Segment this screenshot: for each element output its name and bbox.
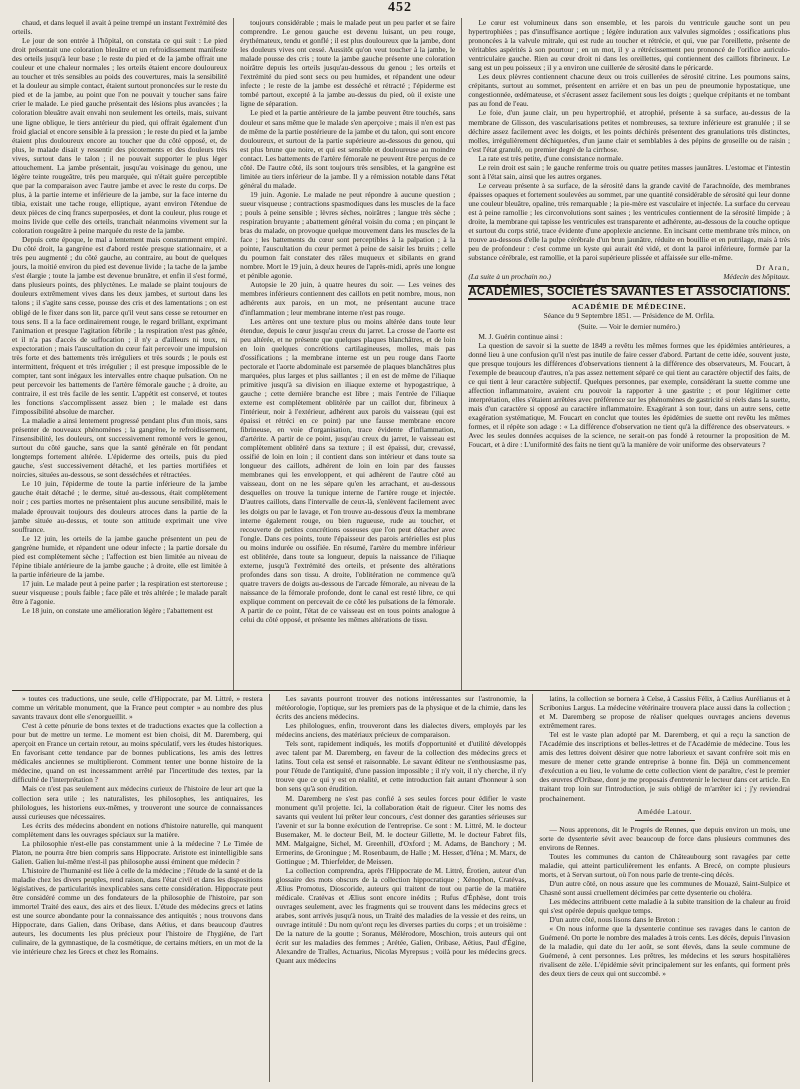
article-paragraph: La rate est très petite, d'une consistance normale. bbox=[478, 153, 624, 163]
author-name: Dr Aran, bbox=[756, 263, 791, 273]
article-paragraph: Les écrits des médecins abondent en notions d'histoire naturelle, qui manquent complètement dans les ouvrages spéciaux sur la matière. bbox=[12, 820, 263, 839]
article-paragraph: Le foie, d'un jaune clair, un peu hypertrophié, et atrophié, présente à sa surface, au-dessus de la membrane de Glisson, des vascularisations petites et nombreuses, sa texture inférieure est granulée ; il se déchire assez facilement avec les doigts, et les points déchirés présentent des granulations très distinctes, molles, irrégulièrement déchiquetées, d'un jaune clair et semblables à des pépins de groseille ou de raisin ; c'est l'état granulé, ou premier degré de la cirrhose. bbox=[468, 108, 791, 154]
continuation-line bbox=[468, 272, 790, 281]
speaker-line: M. J. Guérin continue ainsi : bbox=[478, 331, 563, 341]
article-paragraph: Le pied et la partie antérieure de la jambe peuvent être touchés, sans douleur et sans même que le malade s'en aperçoive ; mais il n'en est pas de même de la partie postérieure de la jambe et du talon, qui sont encore douloureux, et surtout de la partie supérieure au-dessous du genou, qui est plus brune que noire, et qui est sensible et douloureuse au moindre contact. Les battements de l'artère fémorale ne peuvent être perçus de ce côté. De l'autre côté, ils sont toujours très sensibles, et la gangrène est limitée au tiers inférieur de la jambe. Il y a rémission notable dans l'état général du malade. bbox=[240, 108, 456, 190]
upper-article-area bbox=[12, 18, 790, 690]
article-paragraph: Depuis cette époque, le mal a lentement mais constamment empiré. Du côté droit, la gangrène est d'abord restée presque stationnaire, et a très peu augmenté ; du côté gauche, au contraire, au bout de quelques jours, la moitié environ du pied est devenue livide ; la tache de la jambe s'est élargie ; toute la jambe est devenue brunâtre, et enfin il s'est formé, dans plusieurs points, des phlyctènes. Le malade se plaint toujours de douleurs extrêmement vives dans les deux jambes, et surtout dans les talons ; il s'agite sans cesse, pousse des cris et des lamentations ; on est obligé de le fixer dans son lit, parce qu'il veut sans cesse se retourner en tous sens. Il a la face ordinairement rouge, le regard brillant, exprimant l'animation et presque l'agitation fébrile ; la respiration n'est pas gênée, et il n'a pas d'accès de suffocation ; il n'y a d'ailleurs ni toux, ni expectoration ; mais l'auscultation du cœur fait percevoir une impulsion très forte et des battements très irréguliers et très sourds ; le pouls est intermittent, fréquent et très irrégulier ; il est presque impossible de le compter, tant sont inégaux les intervalles entre chaque pulsation. On ne peut percevoir les battements de l'artère fémorale gauche ; à droite, au contraire, il est très facile de les sentir. L'appétit est conservé, et toutes les fonctions s'accomplissent assez bien ; le malade est dans l'impossibilité absolue de marcher. bbox=[12, 235, 228, 417]
article-paragraph: Autopsie le 20 juin, à quatre heures du soir. — Les veines des membres inférieurs contiennent des caillots en petit nombre, mous, non adhérents aux parois, en un mot, ne présentant aucune trace d'inflammation ; leur membrane interne n'est pas rouge. bbox=[240, 280, 456, 317]
article-paragraph: C'est à cette pénurie de bons textes et de traductions exactes que la collection a pour but de mettre un terme. Le moment est bien choisi, dit M. Daremberg, qui aperçoit en France un certain retour, au moins spéculatif, vers les études historiques. En favorisant cette tendance par de bonnes publications, les amis des lettres médicales anciennes se multiplieront. Comment tenter une bonne histoire de la médecine, quand on est incessamment arrêté par l'incertitude des textes, par la difficulté de l'interprétation ? bbox=[12, 721, 263, 785]
article-paragraph: Le cerveau présente à sa surface, de la sérosité dans la grande cavité de l'arachnoïde, des membranes épaisses opaques et fortement soulevées au sommet, par une quantité considérable de sérosité qui leur donne une couleur bleuâtre, opaline, très remarquable ; la pie-mère est vasculaire et injectée. La surface du cerveau est à peine ramollie ; les circonvolutions sont saines ; les ventricules contiennent de la sérosité limpide ; à droite, la membrane qui tapisse les ventricules est transparente et adhérente, au-dessous de la couche optique et surtout du corps strié, trace évidente d'une apoplexie ancienne. En incisant cette membrane très mince, on trouve au-dessous d'elle la pulpe cérébrale d'un brun jaunâtre, réduite en bouillie et en putrilage, mais à très peu de profondeur : c'est comme un kyste qui aurait été vidé, et dont la paroi inférieure, formée par la substance cérébrale, est ramollie, et la paroi supérieure plissée et affaissée sur elle-même. bbox=[468, 180, 791, 263]
news-paragraph: « On nous informe que la dysenterie continue ses ravages dans le canton de Guémené. On porte le nombre des malades à trois cents. Les décès, depuis l'invasion de la maladie, qui date du 1er août, se sont élevés, dans la seule commune de Guémené, à cent personnes. Les prêtres, les médecins et les sœurs hospitalières rivalisent de zèle. L'épidémie sévit principalement sur les enfants, qui forment près des deux tiers de ceux qui ont succombé. » bbox=[539, 924, 791, 979]
article-paragraph: Les artères ont une texture plus ou moins altérée dans toute leur étendue, depuis le cœur jusqu'au creux du jarret. La crosse de l'aorte est peu altérée, et ne présente que quelques plaques blanchâtres, et de loin en loin quelques concrétions cartilagineuses, molles, mais pas d'ossifications ; la membrane interne est un peu rouge dans l'aorte pectorale et l'aorte abdominale est parsemée de plaques blanchâtres plus marquées, plus larges et plus saillantes ; il en est de même de l'iliaque primitive jusqu'à sa division en iliaque externe et hypogastrique, à gauche ; cette dernière branche est libre ; mais l'entrée de l'iliaque externe est complètement oblitérée par un caillot dur, fibrineux à l'intérieur, noir à l'extérieur, adhérent aux parois du vaisseau (qui est épaissi et rétréci en ce point) par une fausse membrane encore fibrineuse, en voie d'organisation, trace évidente d'inflammation, d'artérite. A partir de ce point, jusqu'au creux du jarret, le vaisseau est complètement oblitéré dans sa texture ; il est épaissi, dur, crevassé, ossifié de loin en loin ; il contient dans son intérieur et dans toute sa longueur des caillots, adhérent de loin en loin par des fausses membranes qui les enveloppent, et qui adhèrent de l'autre côté au vaisseau, dont on ne les sépare qu'en les arrachant, et au-dessous desquelles on trouve la tunique interne de l'artère rouge et injectée. D'autres caillots, dans l'intervalle de ceux-là, s'enlèvent facilement avec les doigts ou par le lavage, et l'on trouve au-dessous d'eux la membrane interne également rouge, ou bien rugueuse, rude au toucher, et recouverte de petites concrétions osseuses que l'on peut détacher avec l'ongle. Dans ces points, toute l'épaisseur des parois artérielles est plus ou moins indurée ou ossifiée. En résumé, l'artère du membre inférieur est oblitérée, dans toute sa longueur, depuis la naissance de l'iliaque externe, jusqu'à l'extrémité des orteils, et présente des altérations profondes dans son tissu. A droite, l'oblitération ne commence qu'à quatre travers de doigts au-dessous de l'arcade fémorale, au niveau de la naissance de la fémorale profonde, dont le canal est resté libre, ce qui explique comment on percevait de ce côté les pulsations de la fémorale. A partir de ce point, l'état de ce vaisseau est en tous points analogue à celui du côté opposé, et présente les mêmes altérations de tissu. bbox=[240, 316, 456, 625]
news-paragraph: Toutes les communes du canton de Châteaubourg sont ravagées par cette maladie, qui atteint particulièrement les enfants. A Brecé, on compte plusieurs morts, et à Servan surtout, où l'on nous parle de trente-cinq décès. bbox=[539, 851, 791, 879]
article-paragraph: Mais ce n'est pas seulement aux médecins curieux de l'histoire de leur art que la collection sera utile ; les naturalistes, les philosophes, les antiquaires, les philologues, les historiens eux-mêmes, y trouveront une source de connaissances aussi curieuses que nécessaires. bbox=[12, 784, 263, 821]
news-paragraph: D'un autre côté, on nous assure que les communes de Mouazé, Saint-Sulpice et Chasné sont aussi cruellement décimées par cette dysenterie ou choléra. bbox=[539, 878, 791, 897]
feuilleton-column-2 bbox=[269, 694, 527, 1082]
continuation-note: (La suite à un prochain no.) bbox=[468, 272, 551, 282]
article-paragraph: Le 12 juin, les orteils de la jambe gauche présentent un peu de gangrène humide, et répandent une odeur infecte ; la partie dorsale du pied est complètement sèche ; l'affection est bien limitée au niveau de l'épine tibiale antérieure de la jambe gauche ; à droite, elle est limitée à la partie inférieure de la jambe. bbox=[12, 533, 228, 579]
article-paragraph: M. Daremberg ne s'est pas confié à ses seules forces pour édifier le vaste monument qu'il projette. Ici, la collaboration était de rigueur. Citer les noms des savants qui veulent lui prêter leur concours, c'est donner des garanties sérieuses sur l'avenir et sur la bonne exécution de l'entreprise. Ce sont : M. Littré, M. le docteur Busemaker, M. le docteur Beil, M. le docteur Gillette, M. le docteur Fabret fils, MM. Malgaigne, Sichel, M. Greenhill, d'Oxford ; M. Adams, de Banchory ; M. Ermerins, de Groningue ; M. Rosenbaum, de Halle ; M. Hesser, d'Iéna ; M. Marx, de Gottingue ; M. Thierfelder, de Meissen. bbox=[275, 793, 527, 866]
feuilleton-column-3-body bbox=[539, 694, 790, 803]
article-column-3-body bbox=[468, 18, 790, 262]
section-divider bbox=[12, 690, 790, 691]
feuilleton-area bbox=[12, 694, 790, 1082]
article-paragraph: Le cœur est volumineux dans son ensemble, et les parois du ventricule gauche sont un peu hypertrophiées ; pas d'insuffisance aortique ; légère induration aux valvules sigmoïdes ; ossifications plus prononcées à la valvule mitrale, qui est rude au toucher et rétrécie, et qui, vue par l'oreillette, présente de véritables aspérités à son pourtour ; en un mot, il y a rétrécissement peu prononcé de l'orifice auriculo-ventriculaire gauche. Rien au cœur droit ni dans les oreillettes, qui contiennent des caillots fibrineux. Le sang est un peu poisseux ; il y a environ une cuillerée de sérosité dans le péricarde. bbox=[468, 18, 791, 73]
article-paragraph: chaud, et dans lequel il avait à peine trempé un instant l'extrémité des orteils. bbox=[12, 18, 228, 37]
page-number: 452 bbox=[388, 0, 412, 15]
article-paragraph: Le 10 juin, l'épiderme de toute la partie inférieure de la jambe gauche était détaché ; le derme, situé au-dessous, était complètement noir ; ces parties mortes ne présentaient plus aucune sensibilité, mais le malade éprouvait toujours des douleurs atroces dans la partie de la jambe située au-dessus, et toute son attitude exprimait une vive souffrance. bbox=[12, 479, 228, 534]
article-paragraph: La maladie a ainsi lentement progressé pendant plus d'un mois, sans présenter de nouveaux phénomènes ; la gangrène, le refroidissement, l'insensibilité, les douleurs, ont successivement remonté vers le genou, surtout du côté gauche, sans que la santé générale en fût pendant longtemps fortement altérée. L'épiderme des orteils, puis du pied gauche, s'est successivement détaché, et les parties mortifiées et noircies, situées au-dessous, se sont desséchées et rétractées. bbox=[12, 416, 228, 480]
article-paragraph: Le 18 juin, on constate une amélioration légère ; l'abattement est bbox=[22, 606, 213, 616]
article-paragraph: Tel est le vaste plan adopté par M. Daremberg, et qui a reçu la sanction de l'Académie des inscriptions et belles-lettres et de l'Académie de médecine. Tous les amis des lettres doivent désirer que notre laborieux et savant confrère soit mis en mesure de mener cette grande entreprise à bonne fin. Déjà un commencement d'exécution a eu lieu, le volume de cette collection vient de paraître, c'est le premier des œuvres d'Oribase, dont je me proposais d'entretenir le lecteur dans cet article. En traitant trop loin sur l'introduction, je suis obligé de m'arrêter ici ; j'y reviendrai prochainement. bbox=[539, 730, 791, 803]
article-column-3 bbox=[461, 18, 790, 690]
author-signature bbox=[468, 263, 790, 272]
article-paragraph: Les savants pourront trouver des notions intéressantes sur l'astronomie, la météorologie, l'optique, sur les premiers pas de la physique et de la chimie, dans les écrits des anciens médecins. bbox=[275, 694, 527, 722]
article-paragraph: Les deux plèvres contiennent chacune deux ou trois cuillerées de sérosité citrine. Les poumons sains, crépitants, surtout au sommet, présentent en arrière et en bas un peu de pneumonie hypostatique, une congestionnée, œdémateuse, et s'écrasent assez facilement sous les doigts ; quelque crépitants et ne tombant pas au fond de l'eau. bbox=[468, 72, 791, 109]
author-title: Médecin des hôpitaux. bbox=[723, 272, 791, 282]
article-paragraph: L'histoire de l'humanité est liée à celle de la médecine ; l'étude de la santé et de la maladie chez les divers peuples, rend raison, dans l'état civil et dans les dispositions législatives, de particularités inexplicables sans cette considération. Hippocrate peut être considéré comme un des fondateurs de la philosophie de l'histoire, par son immortel Traité des eaux, des airs et des lieux. L'étude des médecins grecs et latins est une source abondante pour la connaissance des antiquités ; nous trouvons dans Hippocrate, dans Galien, dans Oribase, dans Aétius, et dans beaucoup d'autres auteurs, les documents les plus précieux pour l'histoire de l'hygiène, de l'art culinaire, de la gymnastique, de la cosmétique, de certains métiers, en un mot de la vie intérieure chez les Grecs et chez les Romains. bbox=[12, 865, 263, 957]
news-paragraph: — Nous apprenons, dit le Progrès de Rennes, que depuis environ un mois, une sorte de dysenterie sévit avec beaucoup de force dans plusieurs communes des environs de Rennes. bbox=[539, 824, 791, 852]
section-header: ACADÉMIES, SOCIÉTÉS SAVANTES ET ASSOCIATIONS. bbox=[468, 285, 790, 300]
article-paragraph: La collection comprendra, après l'Hippocrate de M. Littré, Érotien, auteur d'un glossaire des mots obscurs de la collection hippocratique ; Xénophon, Cratévas, Ælius Promotus, Dioscoride, auteurs qui traitent de tout ou partie de la matière médicale. Cratévas et Ælius sont encore inédits ; Rufus d'Éphèse, dont trois ouvrages seulement, avec les fragments qui se trouvent dans les médecins grecs et arabes, sont arrivés jusqu'à nous, un Traité des maladies de la vessie et des reins, un ouvrage intitulé : Du nom qu'ont reçu les diverses parties du corps ; et un troisième : De la nature de la goutte ; Soranus, Mélérodore, Moschion, trois auteurs qui ont écrit sur les maladies des femmes ; Arétée, Galien, Oribase, Aétius, Paul d'Égine, Alexandre de Tralles, Actuarius, Nicolas Myrepsus ; voilà pour les médecins grecs. Quant aux médecins bbox=[275, 865, 527, 966]
feuilleton-column-3 bbox=[532, 694, 790, 1082]
article-column-1 bbox=[12, 18, 227, 690]
feuilleton-signature: Amédée Latour. bbox=[637, 806, 692, 816]
news-items bbox=[539, 825, 790, 979]
article-paragraph: Les philologues, enfin, trouveront dans les dialectes divers, employés par les médecins anciens, des matériaux précieux de comparaison. bbox=[275, 721, 527, 740]
article-paragraph: Le jour de son entrée à l'hôpital, on constata ce qui suit : Le pied droit présentait une coloration bleuâtre et un refroidissement manifeste des orteils jusqu'à leur base ; le reste du pied et de la jambe offrait une couleur et une chaleur normales ; les orteils étaient encore douloureux au toucher et très sensibles au poids des couvertures, mais la sensibilité et la douleur au simple contact, étaient surtout prononcées sur le reste du pied et de la jambe, au point que l'on ne pouvait y toucher sans faire crier le malade. Le pied gauche présentait des lésions plus avancées ; la coloration bleuâtre avait envahi non seulement les orteils, mais, suivant une ligne oblique, le tiers antérieur du pied, qui offrait également d'un froid glacial et encore sensible à la pression ; le reste du pied et la jambe étaient plus douloureux encore au toucher que du côté opposé, et, de plus, le malade disait y ressentir des picotements et des douleurs très vives, surtout dans le talon ; il ne pouvait supporter le plus léger attouchement. La jambe présentait, jusqu'au voisinage du genou, une légère teinte rougeâtre, très peu marquée, qui n'était guère perceptible que par la comparaison avec l'autre jambe et avec le reste du corps. De plus, à la partie interne et inférieure de la jambe, sur la face interne du tibia, existait une tache rouge, elliptique, ayant environ l'étendue de deux pièces de cinq francs superposées, et dont la couleur, plus rouge et moins livide que celle des orteils, tranchait néanmoins vivement sur la coloration rougeâtre à peine marquée du reste de la jambe. bbox=[12, 36, 228, 236]
article-paragraph: latins, la collection se bornera à Celse, à Cassius Félix, à Cælius Aurélianus et à Scribonius Largus. La médecine vétérinaire trouvera place aussi dans la collection ; et M. Daremberg se propose de réaliser quelques ouvrages anciens devenus extrêmement rares. bbox=[539, 694, 791, 731]
article-paragraph: Le rein droit est sain ; le gauche renferme trois ou quatre petites masses jaunâtres. L'estomac et l'intestin sont à l'état sain, ainsi que les autres organes. bbox=[468, 162, 791, 181]
news-divider bbox=[635, 820, 695, 821]
feuilleton-column-1 bbox=[12, 694, 263, 1082]
academy-title: ACADÉMIE DE MÉDECINE. bbox=[572, 302, 687, 312]
article-column-2 bbox=[233, 18, 455, 690]
article-paragraph: La philosophie n'est-elle pas constamment unie à la médecine ? Le Timée de Platon, ne pourra être bien compris sans Hippocrate. Aristote est inintelligible sans Galien. Galien lui-même n'est-il pas philosophe aussi éminent que médecin ? bbox=[12, 838, 263, 866]
article-paragraph: » toutes ces traductions, une seule, celle d'Hippocrate, par M. Littré, » restera comme un véritable monument, que la France peut compter » au nombre des plus savants travaux dont elle s'enorgueillit. » bbox=[12, 694, 263, 722]
article-paragraph: 19 juin. Agonie. Le malade ne peut répondre à aucune question ; sueur visqueuse ; contractions spasmodiques dans les muscles de la face ; pouls à peine sensible ; lèvres sèches, noirâtres ; langue très sèche ; respiration bruyante ; abattement général voisin du coma ; en pinçant le bras du malade, on provoque quelque mouvement dans les muscles de la face ; les battements du cœur sont perceptibles à la palpation ; à la pointe, l'auscultation du cœur permet à peine de saisir les bruits ; celle du poumon fait constater des râles muqueux et sibilants en grand nombre. Mort le 19 juin, à deux heures de l'après-midi, après une longue et pénible agonie. bbox=[240, 189, 456, 281]
article-paragraph: toujours considérable ; mais le malade peut un peu parler et se faire comprendre. Le genou gauche est devenu luisant, un peu rouge, érythémateux, tendu et gonflé ; il est plus douloureux que la jambe, dont les douleurs vives ont cessé. Aussitôt qu'on veut toucher à la jambe, le malade pousse des cris ; toute la jambe gauche présente une coloration noirâtre depuis les orteils jusqu'au-dessous du genou ; les orteils et l'extrémité du pied sont secs ou peu humides, et répandent une odeur infecte ; le reste de la jambe est desséché et rétracté ; l'épiderme est tombé partout, excepté à la jambe au-dessus du pied, où il existe une ligne de séparation. bbox=[240, 18, 456, 109]
news-paragraph: Les médecins attribuent cette maladie à la subite transition de la chaleur au froid qui s'est opérée depuis quelque temps. bbox=[539, 896, 791, 916]
session-line: Séance du 9 Septembre 1851. — Présidence de M. Orfila. bbox=[543, 311, 715, 321]
article-paragraph: 17 juin. Le malade peut à peine parler ; la respiration est stertoreuse ; sueur visqueuse ; pouls faible ; face pâle et très altérée ; le malade paraît être à l'agonie. bbox=[12, 578, 228, 606]
session-note: (Suite. — Voir le dernier numéro.) bbox=[578, 321, 681, 331]
article-paragraph: Tels sont, rapidement indiqués, les motifs d'opportunité et d'utilité développés avec talent par M. Daremberg, en faveur de la collection des médecins grecs et latins. Tout cela est sensé et raisonnable. Le savant éditeur ne s'enthousiasme pas, pour l'étude de l'antiquité, d'une passion impossible ; il n'y voit, il n'y cherche, il n'y trouve que ce qui y est en réalité, et cette introduction fait autant d'honneur à son bon sens qu'à son érudition. bbox=[275, 739, 527, 794]
news-paragraph: D'un autre côté, nous lisons dans le Breton : bbox=[549, 915, 680, 925]
academy-paragraph: La question de savoir si la suette de 1849 a revêtu les mêmes formes que les épidémies antérieures, a donné lieu à une confusion qu'il n'est pas inutile de faire cesser d'abord. Partant de cette idée, souvent juste, que presque toujours les différences d'observations tiennent à la différence des observateurs, M. Foucart, à l'exemple de beaucoup d'autres, n'a pas assez nettement séparé ce qui tient au caractère objectif des faits, de ce qui tient à leur caractère subjectif. Quelques personnes, par exemple, considérant la suette comme une affection inflammatoire, avaient cru pouvoir la rapporter à une gastrite ; et pour légitimer cette interprétation, elles s'étaient arrêtées avec préférence sur les phénomènes de gastricité si réels dans la suette, mais d'un caractère si opposé au caractère inflammatoire. Exagérant à son tour, dans un autre sens, cette exagération systématique, M. Foucart en conclut que toutes les épidémies de suette ont revêtu les mêmes formes, et il répète son adage : « La différence d'observation ne tient qu'à la différence des observateurs. » Avec les seules données acquises de la science, ne serait-on pas fondé à retourner la proposition de M. Foucart, et à dire : L'uniformité des faits ne tient qu'à la manière de voir uniforme des observateurs ? bbox=[468, 340, 791, 450]
